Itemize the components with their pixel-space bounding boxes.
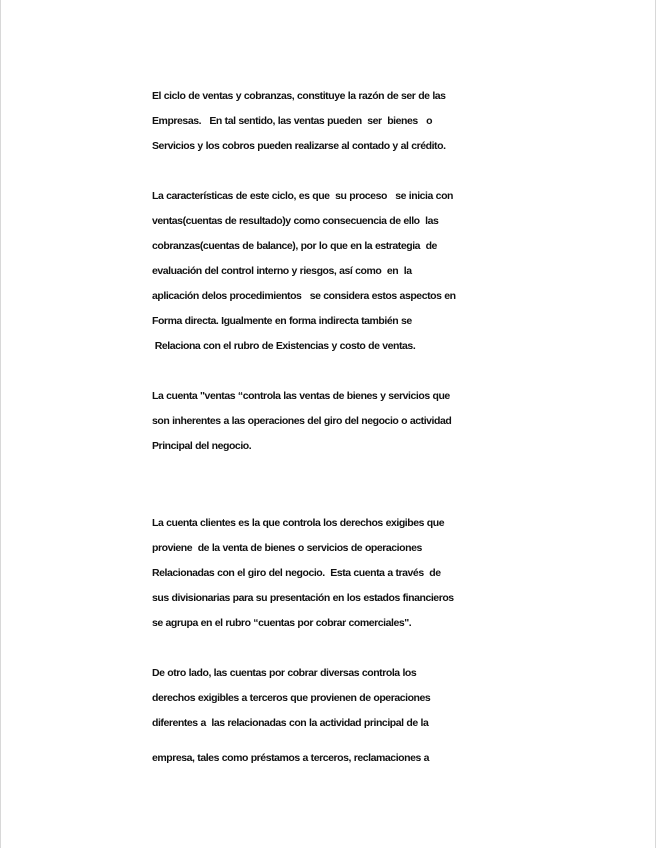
text-line: proviene de la venta de bienes o servicios de operaciones: [152, 542, 422, 554]
text-line: Principal del negocio.: [152, 440, 252, 452]
text-line: De otro lado, las cuentas por cobrar diversas controla los: [152, 667, 417, 679]
text-line: aplicación delos procedimientos se considera estos aspectos en: [152, 290, 456, 302]
text-line: se agrupa en el rubro “cuentas por cobrar comerciales".: [152, 617, 412, 629]
text-line: derechos exigibles a terceros que provienen de operaciones: [152, 692, 431, 704]
text-line: La cuenta "ventas “controla las ventas de bienes y servicios que: [152, 390, 450, 402]
text-line: La características de este ciclo, es que su proceso se inicia con: [152, 190, 454, 202]
text-line: evaluación del control interno y riesgos, así como en la: [152, 265, 412, 277]
text-line: sus divisionarias para su presentación en los estados financieros: [152, 592, 454, 604]
text-line: Relaciona con el rubro de Existencias y costo de ventas.: [152, 340, 416, 352]
text-line: El ciclo de ventas y cobranzas, constituye la razón de ser de las: [152, 90, 446, 102]
text-line: empresa, tales como préstamos a terceros, reclamaciones a: [152, 752, 430, 764]
text-line: son inherentes a las operaciones del giro del negocio o actividad: [152, 415, 452, 427]
text-line: Forma directa. Igualmente en forma indirecta también se: [152, 315, 412, 327]
text-line: La cuenta clientes es la que controla los derechos exigibes que: [152, 517, 445, 529]
text-line: Relacionadas con el giro del negocio. Esta cuenta a través de: [152, 567, 441, 579]
text-line: Empresas. En tal sentido, las ventas pueden ser bienes o: [152, 115, 433, 127]
text-line: Servicios y los cobros pueden realizarse al contado y al crédito.: [152, 140, 446, 152]
text-line: cobranzas(cuentas de balance), por lo que en la estrategia de: [152, 240, 437, 252]
text-line: diferentes a las relacionadas con la actividad principal de la: [152, 717, 429, 729]
text-line: ventas(cuentas de resultado)y como consecuencia de ello las: [152, 215, 439, 227]
